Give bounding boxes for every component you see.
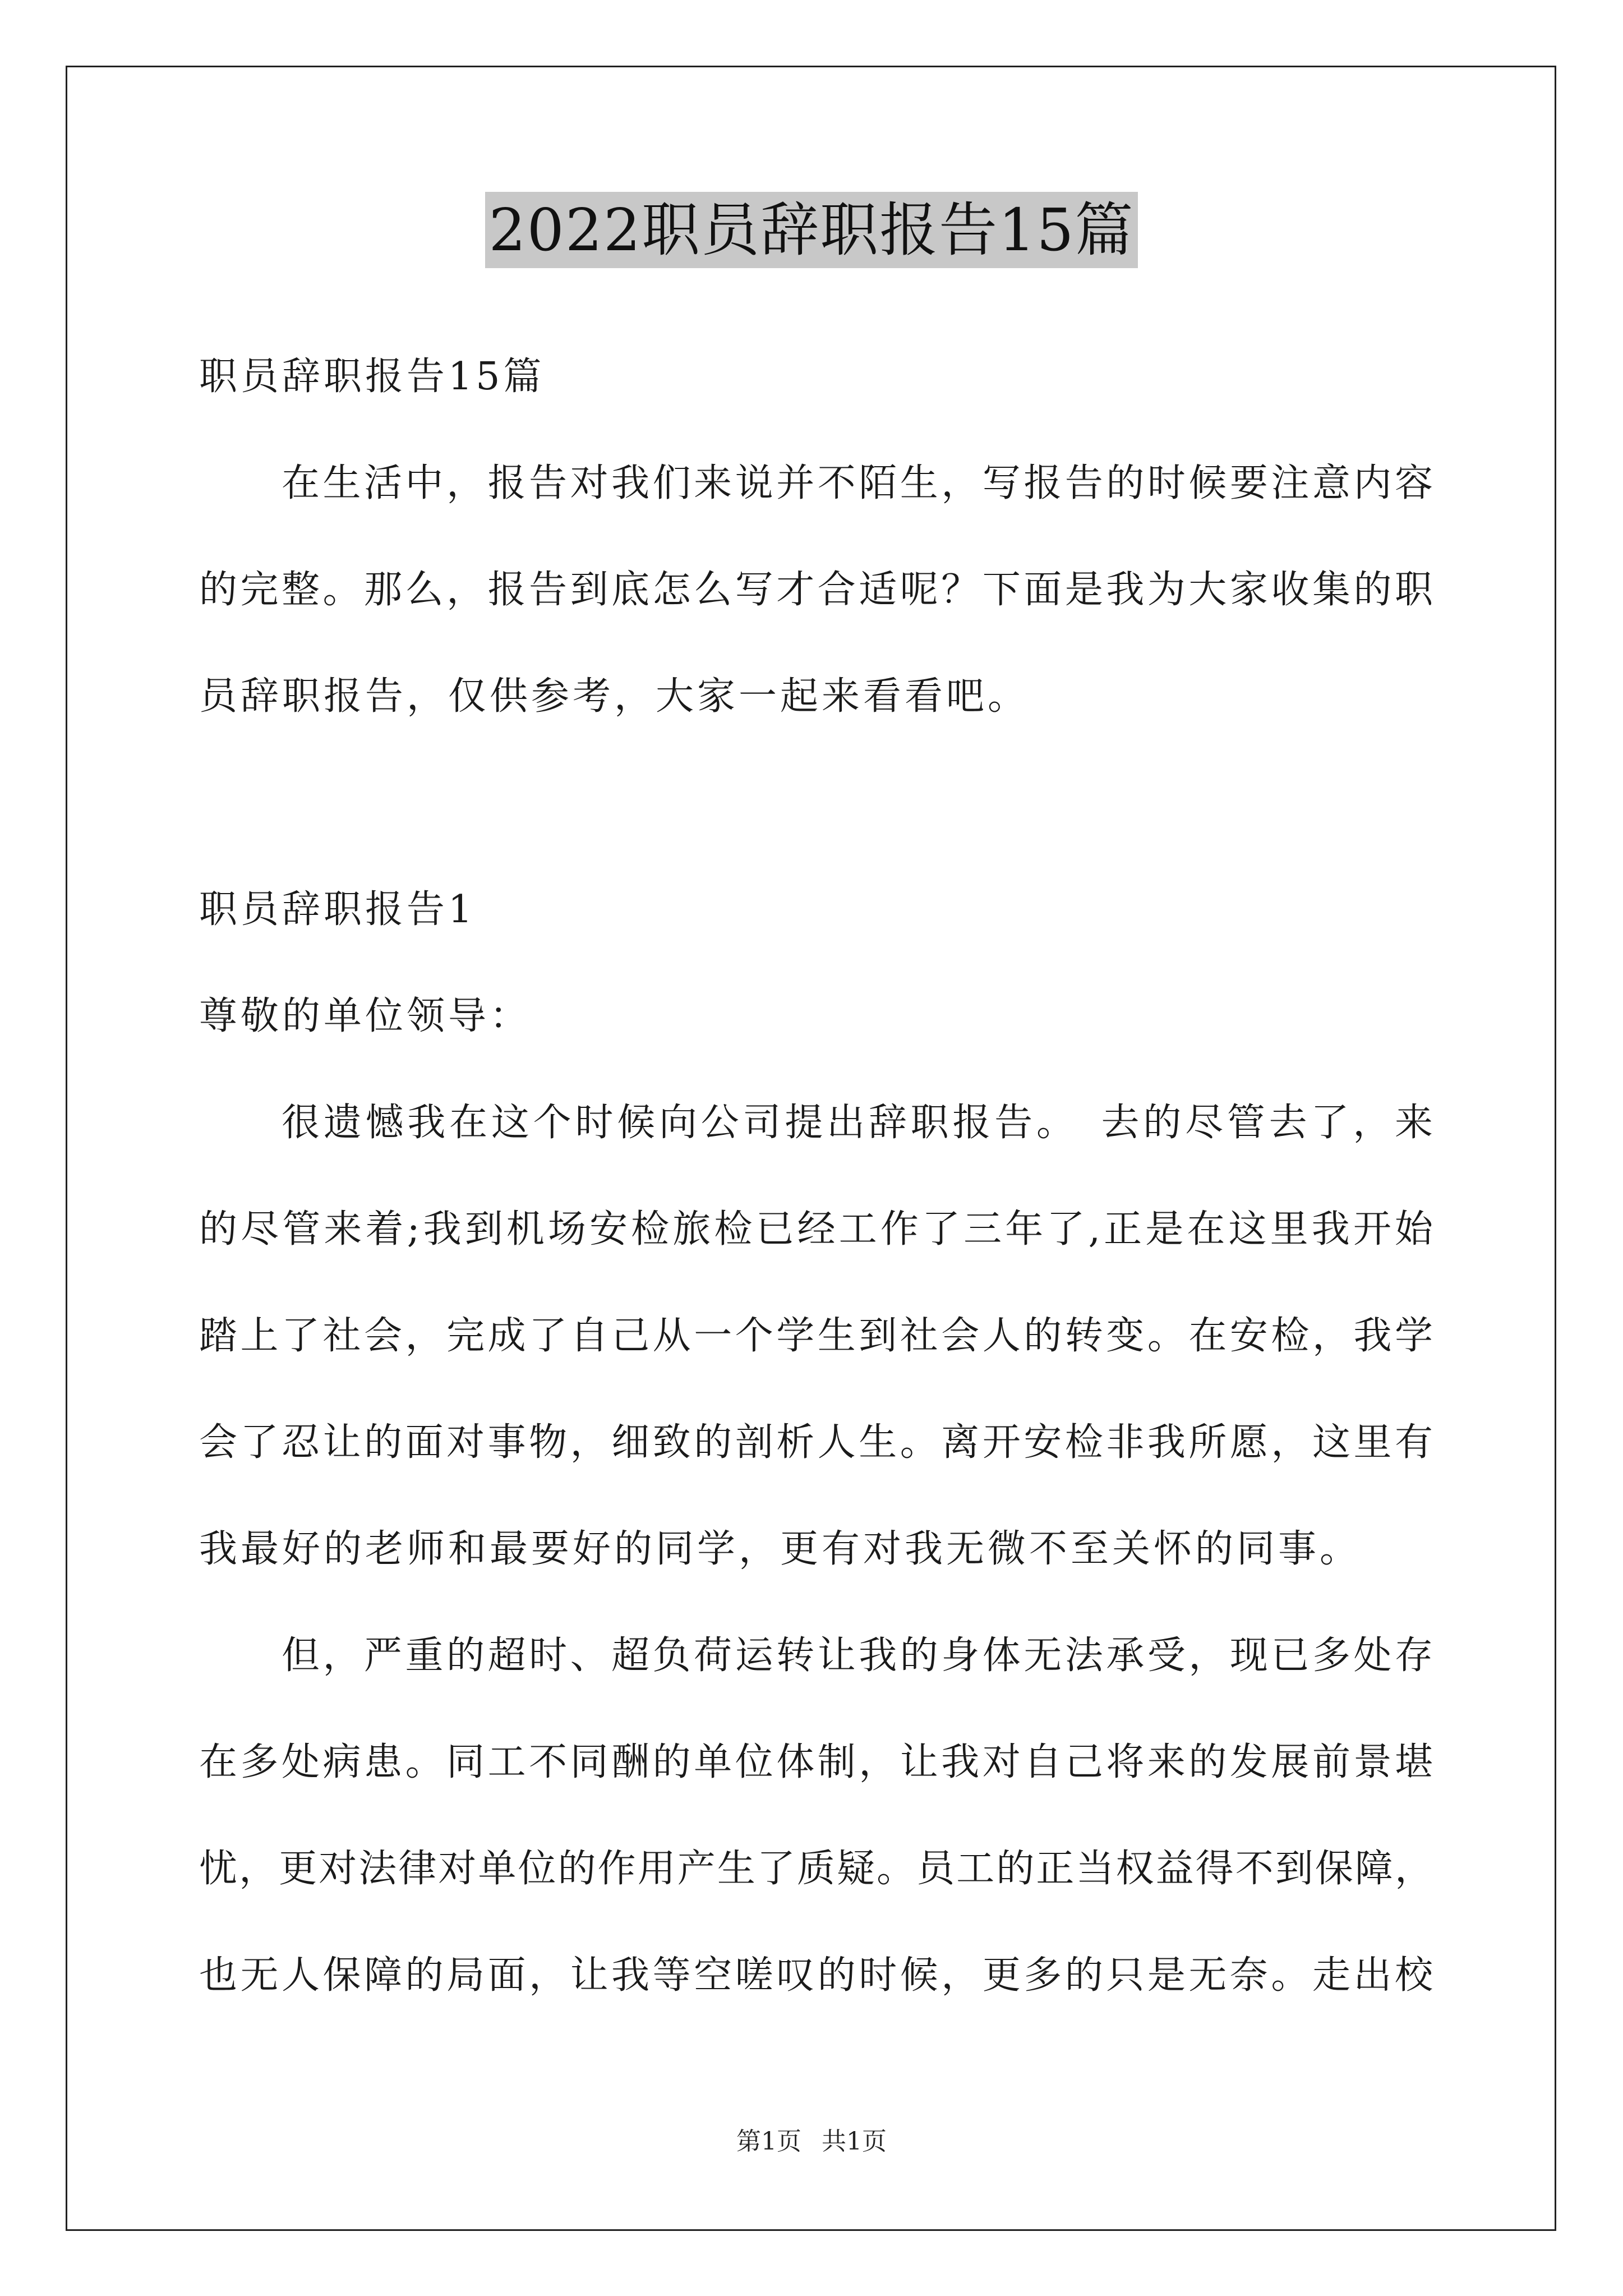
page-number-current: 第1页 <box>736 2127 801 2156</box>
paragraph1-line-4: 会了忍让的面对事物，细致的剖析人生。离开安检非我所愿，这里有 <box>199 1420 1433 1465</box>
paragraph1-line-5: 我最好的老师和最要好的同学，更有对我无微不至关怀的同事。 <box>199 1527 1362 1571</box>
intro-line-2: 的完整。那么，报告到底怎么写才合适呢？下面是我为大家收集的职 <box>199 568 1433 612</box>
page-number-total: 共1页 <box>822 2127 887 2156</box>
document-subtitle: 职员辞职报告15篇 <box>199 355 545 399</box>
section-heading: 职员辞职报告1 <box>199 887 476 932</box>
title-container <box>0 192 1623 268</box>
document-title: 2022职员辞职报告15篇 <box>485 192 1137 268</box>
paragraph1-line-3: 踏上了社会，完成了自己从一个学生到社会人的转变。在安检，我学 <box>199 1314 1433 1358</box>
salutation: 尊敬的单位领导： <box>199 994 532 1038</box>
paragraph1-line-1: 很遗憾我在这个时候向公司提出辞职报告。 去的尽管去了，来 <box>282 1101 1433 1145</box>
intro-line-3: 员辞职报告，仅供参考，大家一起来看看吧。 <box>199 674 1030 719</box>
paragraph2-line-1: 但，严重的超时、超负荷运转让我的身体无法承受，现已多处存 <box>282 1634 1433 1678</box>
intro-line-1: 在生活中，报告对我们来说并不陌生，写报告的时候要注意内容 <box>282 461 1433 505</box>
page-footer <box>0 2126 1623 2157</box>
paragraph2-line-3: 忧，更对法律对单位的作用产生了质疑。员工的正当权益得不到保障， <box>199 1847 1433 1891</box>
paragraph2-line-2: 在多处病患。同工不同酬的单位体制，让我对自己将来的发展前景堪 <box>199 1740 1433 1784</box>
paragraph2-line-4: 也无人保障的局面，让我等空嗟叹的时候，更多的只是无奈。走出校 <box>199 1953 1433 1998</box>
paragraph1-line-2: 的尽管来着;我到机场安检旅检已经工作了三年了,正是在这里我开始 <box>199 1207 1433 1251</box>
